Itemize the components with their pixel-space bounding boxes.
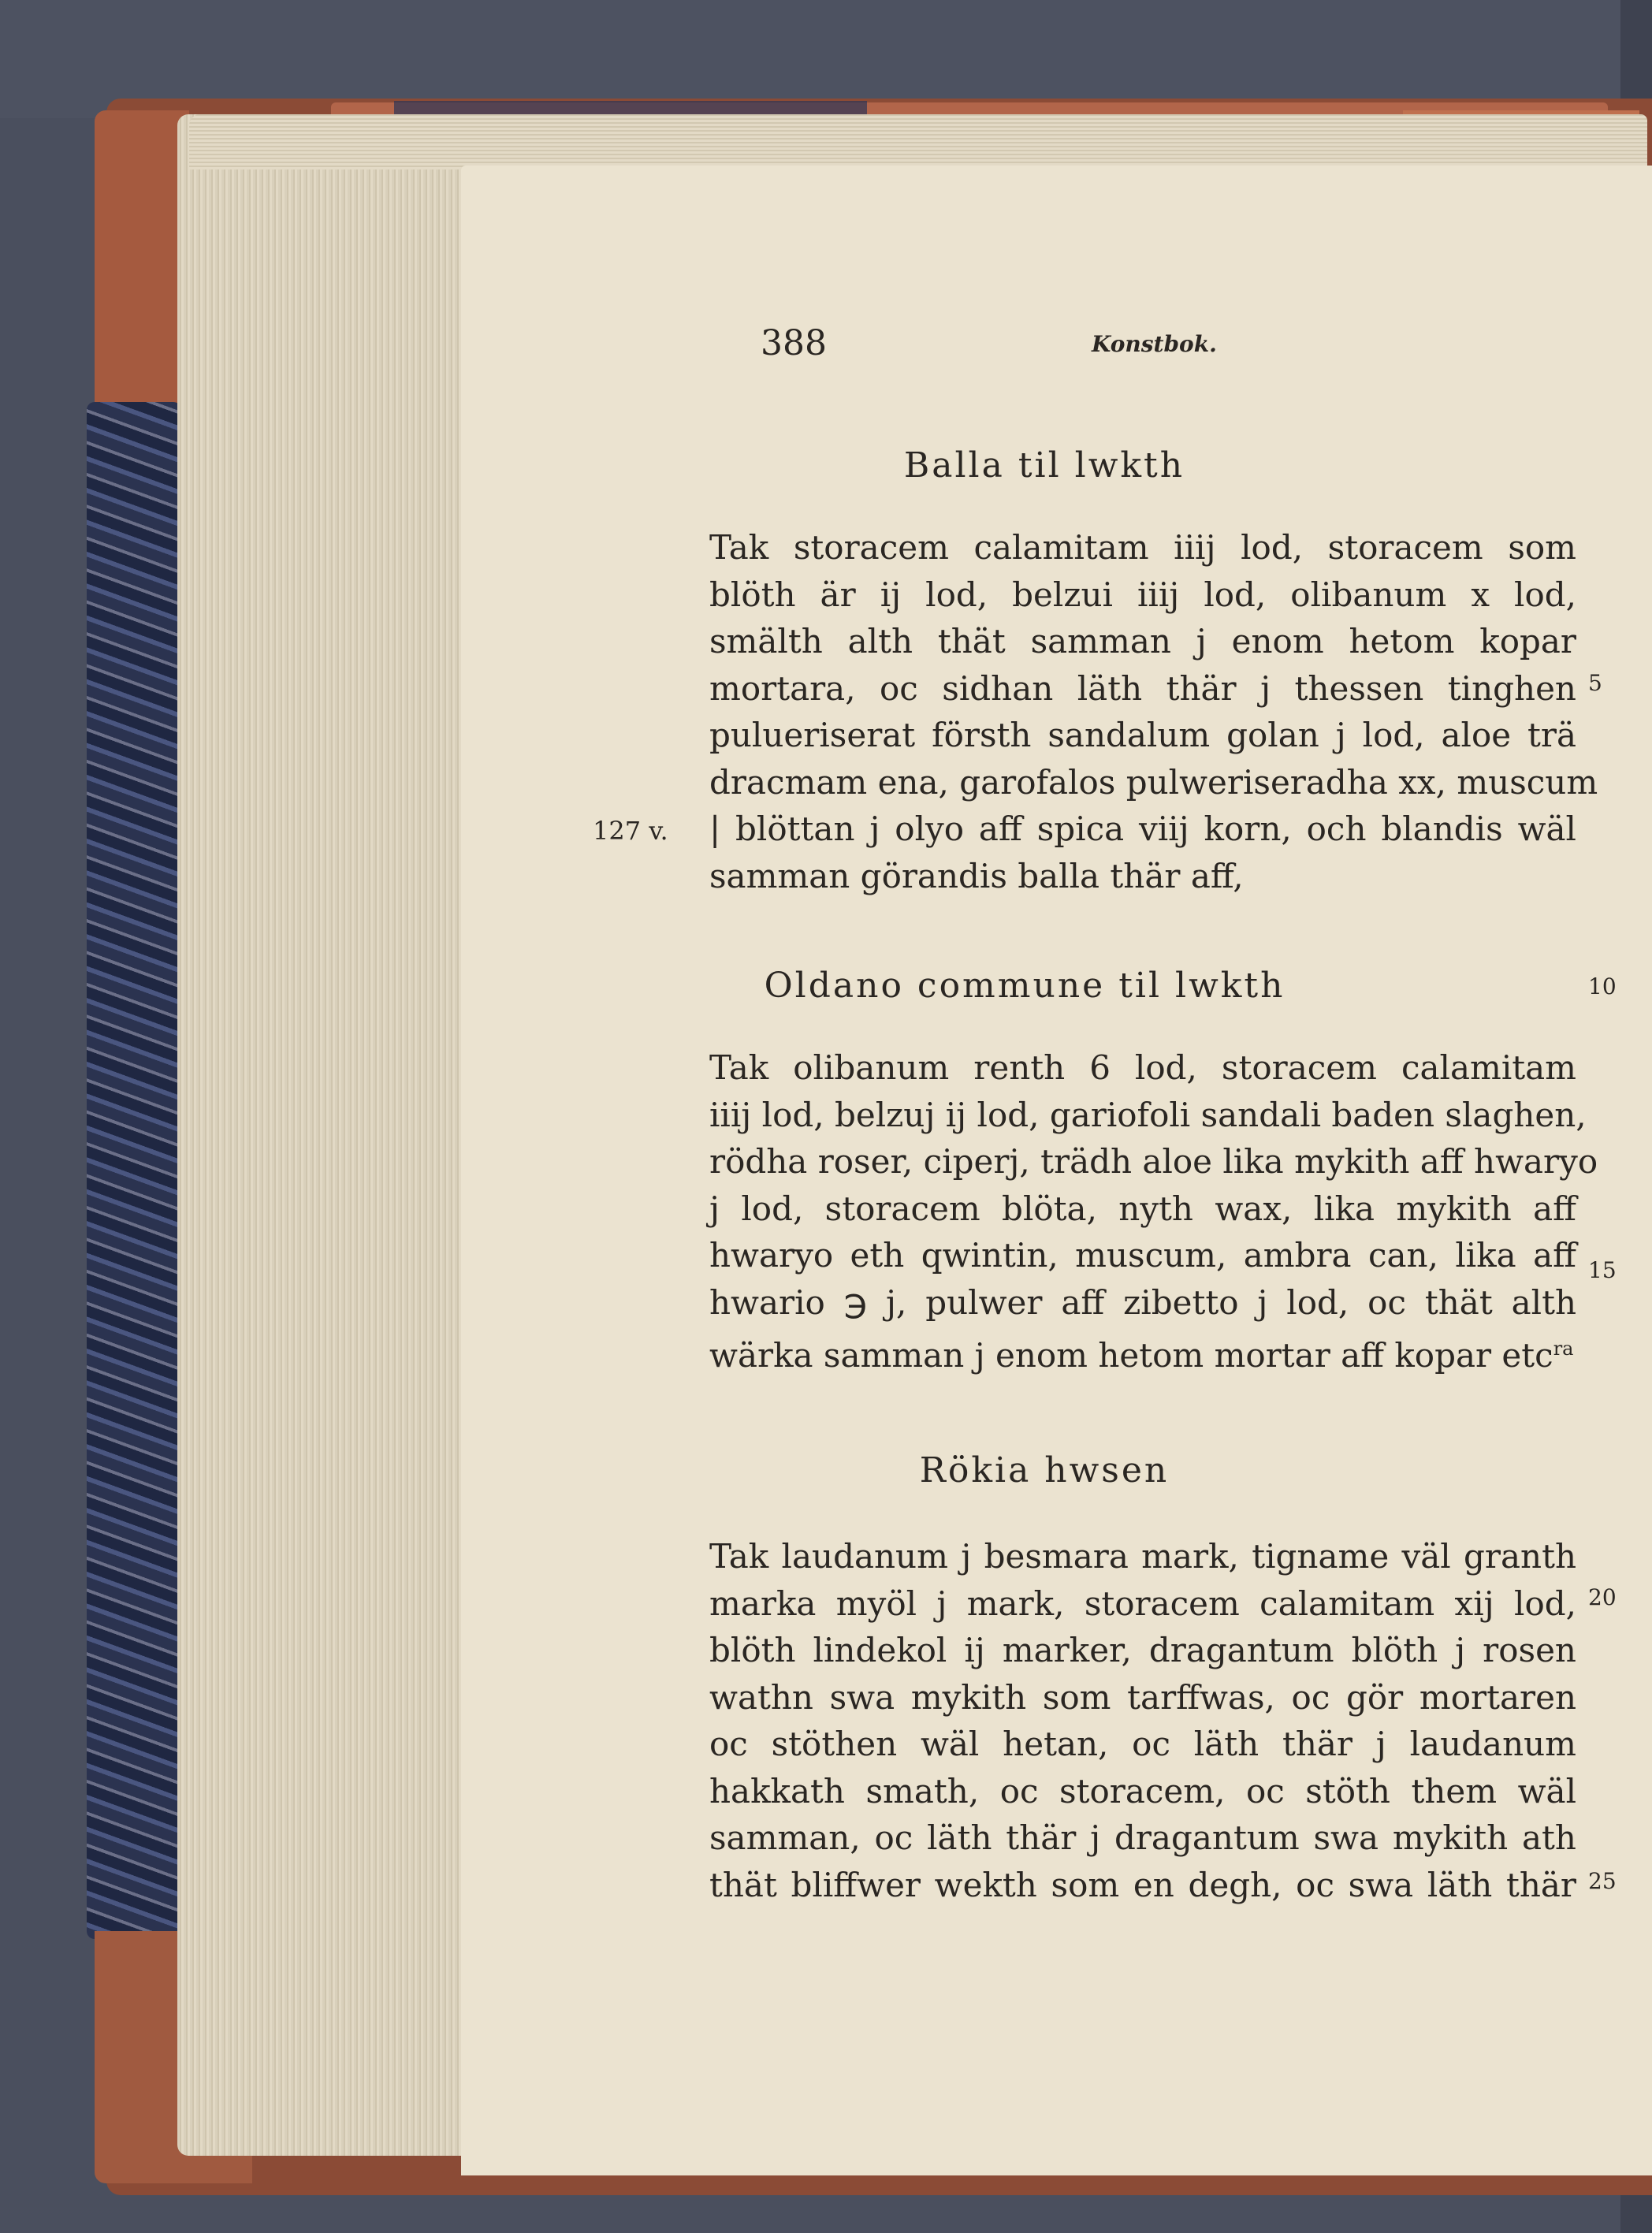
text-line: blöth är ij lod, belzui iiij lod, olibanum x lod, — [709, 575, 1576, 614]
text-line: wathn swa mykith som tarffwas, oc gör mortaren — [709, 1677, 1576, 1717]
text-line: | blöttan j olyo aff spica viij korn, och blandis wäl — [709, 809, 1576, 848]
section-text — [709, 1044, 1598, 1379]
line-number: 20 — [1588, 1584, 1617, 1610]
page-edges — [177, 114, 477, 2156]
line-number: 5 — [1588, 670, 1602, 696]
text-line: samman, oc läth thär j dragantum swa mykith ath — [709, 1818, 1576, 1857]
text-line: j lod, storacem blöta, nyth wax, lika mykith aff — [709, 1189, 1576, 1228]
text-line: hwario ℈ j, pulwer aff zibetto j lod, oc thät alth — [709, 1282, 1576, 1322]
text-line: Tak olibanum renth 6 lod, storacem calamitam — [709, 1048, 1576, 1087]
page-edges-top — [189, 114, 1647, 169]
line-number: 25 — [1588, 1868, 1617, 1894]
text-line: oc stöthen wäl hetan, oc läth thär j laudanum — [709, 1725, 1576, 1763]
cover-corner-top — [95, 110, 189, 410]
superscript: ra — [1553, 1338, 1574, 1360]
book-page — [461, 166, 1652, 2175]
text-line: blöth lindekol ij marker, dragantum blöth j rosen — [709, 1631, 1576, 1669]
text-line: thät bliffwer wekth som en degh, oc swa läth thär — [709, 1865, 1576, 1904]
folio-marker: 127 v. — [593, 816, 668, 846]
text-line: smälth alth thät samman j enom hetom kopar — [709, 622, 1576, 661]
text-line: rödha roser, ciperj, trädh aloe lika mykith aff hwaryo — [709, 1142, 1598, 1181]
text-line: Tak laudanum j besmara mark, tigname väl granth — [709, 1537, 1576, 1576]
section-text — [593, 524, 1598, 899]
section-heading: Rökia hwsen — [919, 1450, 1170, 1491]
line-number: 10 — [1588, 973, 1617, 999]
text-line: mortara, oc sidhan läth thär j thessen tinghen — [709, 668, 1576, 708]
text-line: hakkath smath, oc storacem, oc stöth them wäl — [709, 1771, 1576, 1811]
section-heading: Oldano commune til lwkth — [764, 966, 1286, 1006]
text-line: marka myöl j mark, storacem calamitam xij lod, — [709, 1584, 1576, 1623]
running-head: Konstbok. — [1092, 331, 1217, 357]
text-line-content: wärka samman j enom hetom mortar aff kopar etc — [709, 1336, 1553, 1375]
section-heading: Balla til lwkth — [903, 445, 1185, 486]
text-line: samman görandis balla thär aff, — [709, 856, 1244, 895]
text-line: Tak storacem calamitam iiij lod, storacem som — [709, 528, 1576, 567]
page-number: 388 — [761, 323, 827, 363]
section-text — [709, 1533, 1576, 1908]
text-line: hwaryo eth qwintin, muscum, ambra can, lika aff — [709, 1236, 1576, 1275]
text-line: pulueriserat försth sandalum golan j lod, aloe trä — [709, 716, 1576, 754]
text-line — [709, 1326, 1576, 1379]
line-number: 15 — [1588, 1257, 1617, 1283]
marbled-cover — [87, 402, 181, 1939]
text-line: dracmam ena, garofalos pulweriseradha xx, muscum — [709, 762, 1598, 802]
text-line: iiij lod, belzuj ij lod, gariofoli sandali baden slaghen, — [709, 1095, 1587, 1134]
